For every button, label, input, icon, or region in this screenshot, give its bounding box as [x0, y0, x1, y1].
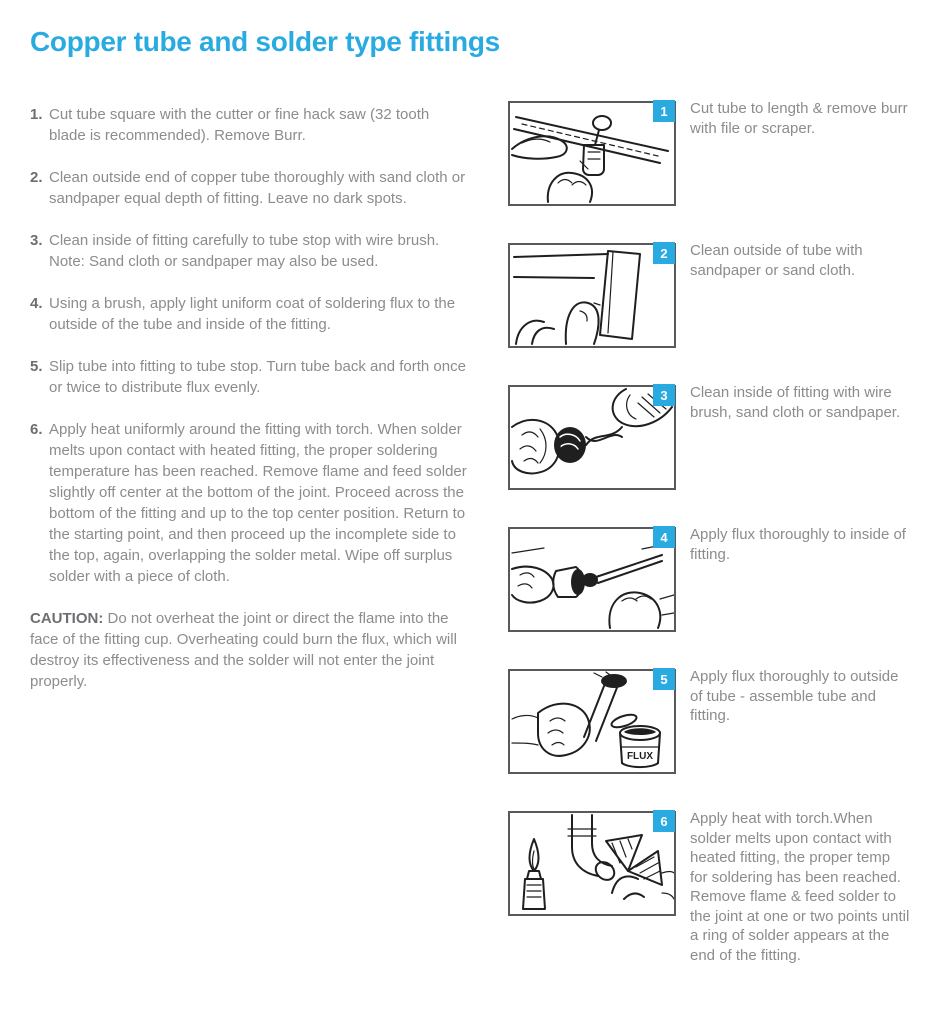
- step-row-6: [508, 811, 910, 965]
- instruction-text: Clean outside end of copper tube thoroughly with sand cloth or sandpaper equal depth of fitting. Leave no dark spots.: [49, 169, 466, 207]
- caution-label: CAUTION:: [30, 610, 104, 627]
- instruction-item-5: [30, 356, 470, 398]
- step-number-badge: 4: [653, 526, 675, 548]
- step-row-3: [508, 385, 910, 490]
- step-caption: Apply flux thoroughly to outside of tube - assemble tube and fitting.: [690, 668, 899, 724]
- step-row-4: [508, 527, 910, 632]
- instruction-number: 5.: [30, 358, 43, 375]
- step-figure: [508, 811, 676, 916]
- flux-can-label: FLUX: [626, 751, 654, 762]
- instruction-number: 2.: [30, 169, 43, 186]
- instruction-number: 4.: [30, 295, 43, 312]
- step-number-badge: 3: [653, 384, 675, 406]
- step-caption: Clean outside of tube with sandpaper or sand cloth.: [690, 242, 863, 279]
- step-row-2: [508, 243, 910, 348]
- flux-tube-can-illustration: [510, 671, 674, 772]
- torch-heating-illustration: [510, 813, 674, 914]
- step-number-badge: 2: [653, 242, 675, 264]
- instruction-item-2: [30, 167, 470, 209]
- step-caption: Apply heat with torch.When solder melts upon contact with heated fitting, the proper temp for soldering has been reached. Remove flame & feed solder to the joint at one or two points until a ring of solder appears at the end of the fitting.: [690, 810, 910, 964]
- step-caption: Apply flux thoroughly to inside of fitting.: [690, 526, 906, 563]
- page-title: Copper tube and solder type fittings: [30, 26, 500, 57]
- step-figure: [508, 101, 676, 206]
- instruction-text: Apply heat uniformly around the fitting with torch. When solder melts upon contact with heated fitting, the proper soldering temperature has been reached. Remove flame and feed solder slightly off center at the bottom of the joint. Proceed across the bottom of the fitting and up to the top center position. Return to the starting point, and then proceed up the incomplete side to the top, again, overlapping the solder metal. Wipe off surplus solder with a piece of cloth.: [49, 421, 467, 585]
- instruction-number: 6.: [30, 421, 43, 438]
- step-row-5: [508, 669, 910, 774]
- instruction-text: Clean inside of fitting carefully to tube stop with wire brush. Note: Sand cloth or sandpaper may also be used.: [49, 232, 440, 270]
- instructions-list: [30, 104, 470, 692]
- instruction-text: Cut tube square with the cutter or fine hack saw (32 tooth blade is recommended). Remove Burr.: [49, 106, 430, 144]
- step-figure: [508, 527, 676, 632]
- step-number-badge: 1: [653, 100, 675, 122]
- step-caption: Cut tube to length & remove burr with file or scraper.: [690, 100, 908, 137]
- step-number-badge: 5: [653, 668, 675, 690]
- instruction-text: Using a brush, apply light uniform coat of soldering flux to the outside of the tube and inside of the fitting.: [49, 295, 456, 333]
- step-figure: [508, 669, 676, 774]
- step-number-badge: 6: [653, 810, 675, 832]
- flux-brush-fitting-illustration: [510, 529, 674, 630]
- instruction-number: 1.: [30, 106, 43, 123]
- caution-note: [30, 608, 470, 692]
- sanding-tube-illustration: [510, 245, 674, 346]
- instruction-item-4: [30, 293, 470, 335]
- instruction-number: 3.: [30, 232, 43, 249]
- caution-text: Do not overheat the joint or direct the flame into the face of the fitting cup. Overheating could burn the flux, which will destroy its effectiveness and the solder will not enter the joint properly.: [30, 610, 457, 690]
- step-figure: [508, 385, 676, 490]
- step-caption: Clean inside of fitting with wire brush, sand cloth or sandpaper.: [690, 384, 901, 421]
- instruction-item-3: [30, 230, 470, 272]
- instruction-text: Slip tube into fitting to tube stop. Turn tube back and forth once or twice to distribute flux evenly.: [49, 358, 466, 396]
- instruction-item-1: [30, 104, 470, 146]
- step-row-1: [508, 101, 910, 206]
- wire-brush-illustration: [510, 387, 674, 488]
- step-figure: [508, 243, 676, 348]
- steps-column: [508, 101, 910, 1002]
- tube-cutter-illustration: [510, 103, 674, 204]
- instruction-item-6: [30, 419, 470, 587]
